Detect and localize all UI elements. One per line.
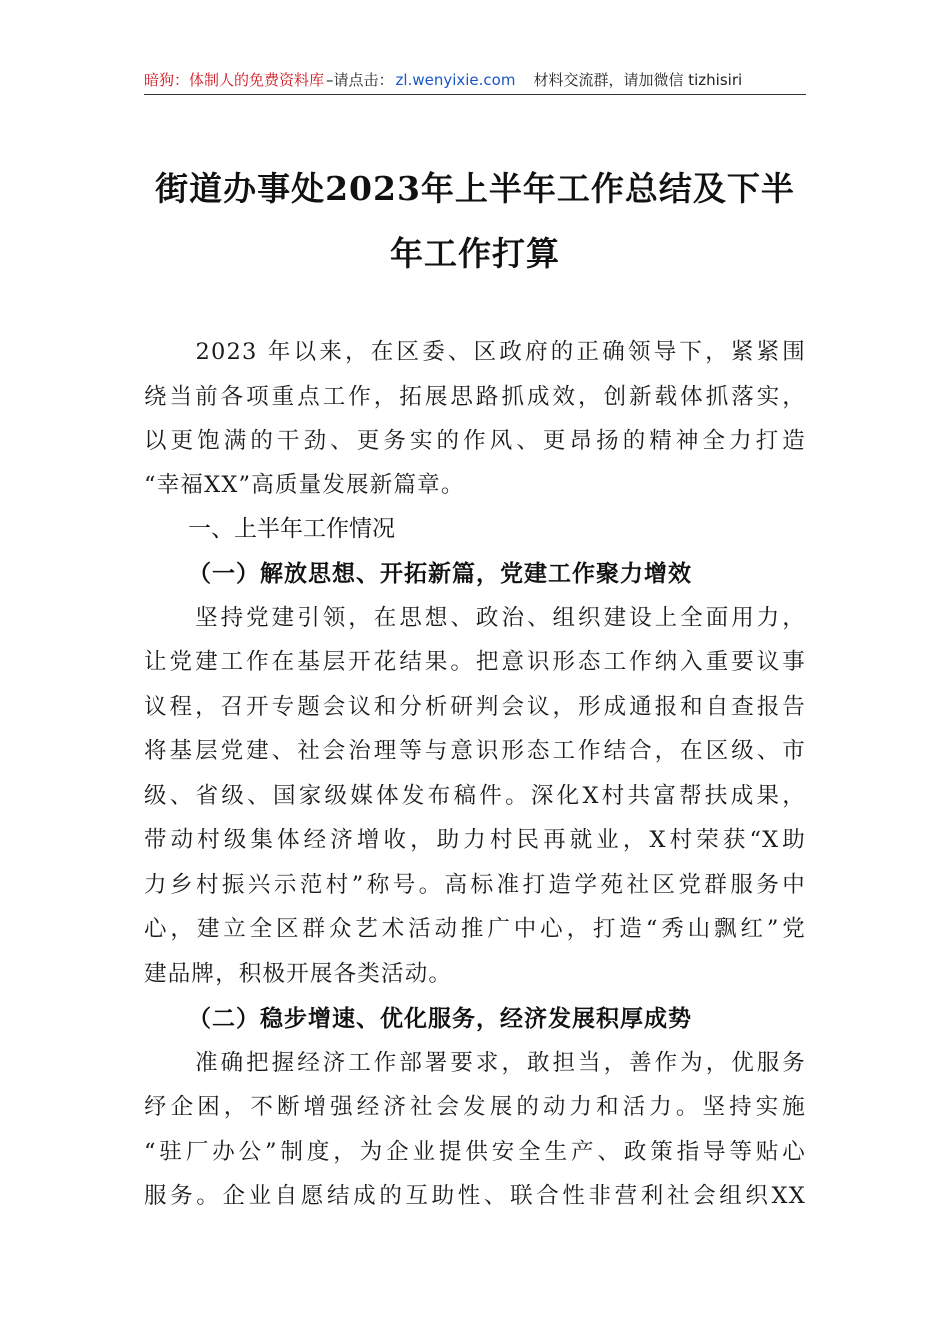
header-brand: 暗狗：体制人的免费资料库 xyxy=(144,71,325,89)
body-line: 准确把握经济工作部署要求，敢担当，善作为，优服务 xyxy=(144,1050,806,1076)
body-line: “幸福XX”高质量发展新篇章。 xyxy=(144,472,465,498)
section-heading-1: 一、上半年工作情况 xyxy=(188,516,395,542)
body-line: 心，建立全区群众艺术活动推广中心，打造“秀山飘红”党 xyxy=(144,916,806,942)
header-url-link[interactable]: zl.wenyixie.com xyxy=(395,71,516,89)
body-line: 绕当前各项重点工作，拓展思路抓成效，创新载体抓落实， xyxy=(144,384,806,410)
document-title-line-1: 街道办事处2023年上半年工作总结及下半 xyxy=(155,169,795,208)
body-line: 级、省级、国家级媒体发布稿件。深化X村共富帮扶成果， xyxy=(144,783,806,809)
document-title-line-2: 年工作打算 xyxy=(390,234,560,273)
body-line: 服务。企业自愿结成的互助性、联合性非营利社会组织XX xyxy=(144,1183,806,1209)
body-line: 力乡村振兴示范村”称号。高标准打造学苑社区党群服务中 xyxy=(144,872,806,898)
header-prompt: –请点击： xyxy=(326,71,394,89)
body-line: 议程，召开专题会议和分析研判会议，形成通报和自查报告 xyxy=(144,694,806,720)
body-line: 让党建工作在基层开花结果。把意识形态工作纳入重要议事 xyxy=(144,649,806,675)
body-line: 以更饱满的干劲、更务实的作风、更昂扬的精神全力打造 xyxy=(144,428,806,454)
header-wechat-note: 材料交流群，请加微信 tizhisiri xyxy=(533,71,743,89)
body-line: 建品牌，积极开展各类活动。 xyxy=(144,961,453,987)
page-header-banner xyxy=(144,66,806,95)
body-line: 纾企困，不断增强经济社会发展的动力和活力。坚持实施 xyxy=(144,1094,806,1120)
body-line: 带动村级集体经济增收，助力村民再就业，X村荣获“X助 xyxy=(144,827,806,853)
body-line: “驻厂办公”制度，为企业提供安全生产、政策指导等贴心 xyxy=(144,1139,806,1165)
subsection-heading-2: （二）稳步增速、优化服务，经济发展积厚成势 xyxy=(188,1005,692,1032)
body-line: 2023 年以来，在区委、区政府的正确领导下，紧紧围 xyxy=(144,339,806,365)
body-line: 将基层党建、社会治理等与意识形态工作结合，在区级、市 xyxy=(144,738,806,764)
subsection-heading-1: （一）解放思想、开拓新篇，党建工作聚力增效 xyxy=(188,560,692,587)
body-line: 坚持党建引领，在思想、政治、组织建设上全面用力， xyxy=(144,605,806,631)
